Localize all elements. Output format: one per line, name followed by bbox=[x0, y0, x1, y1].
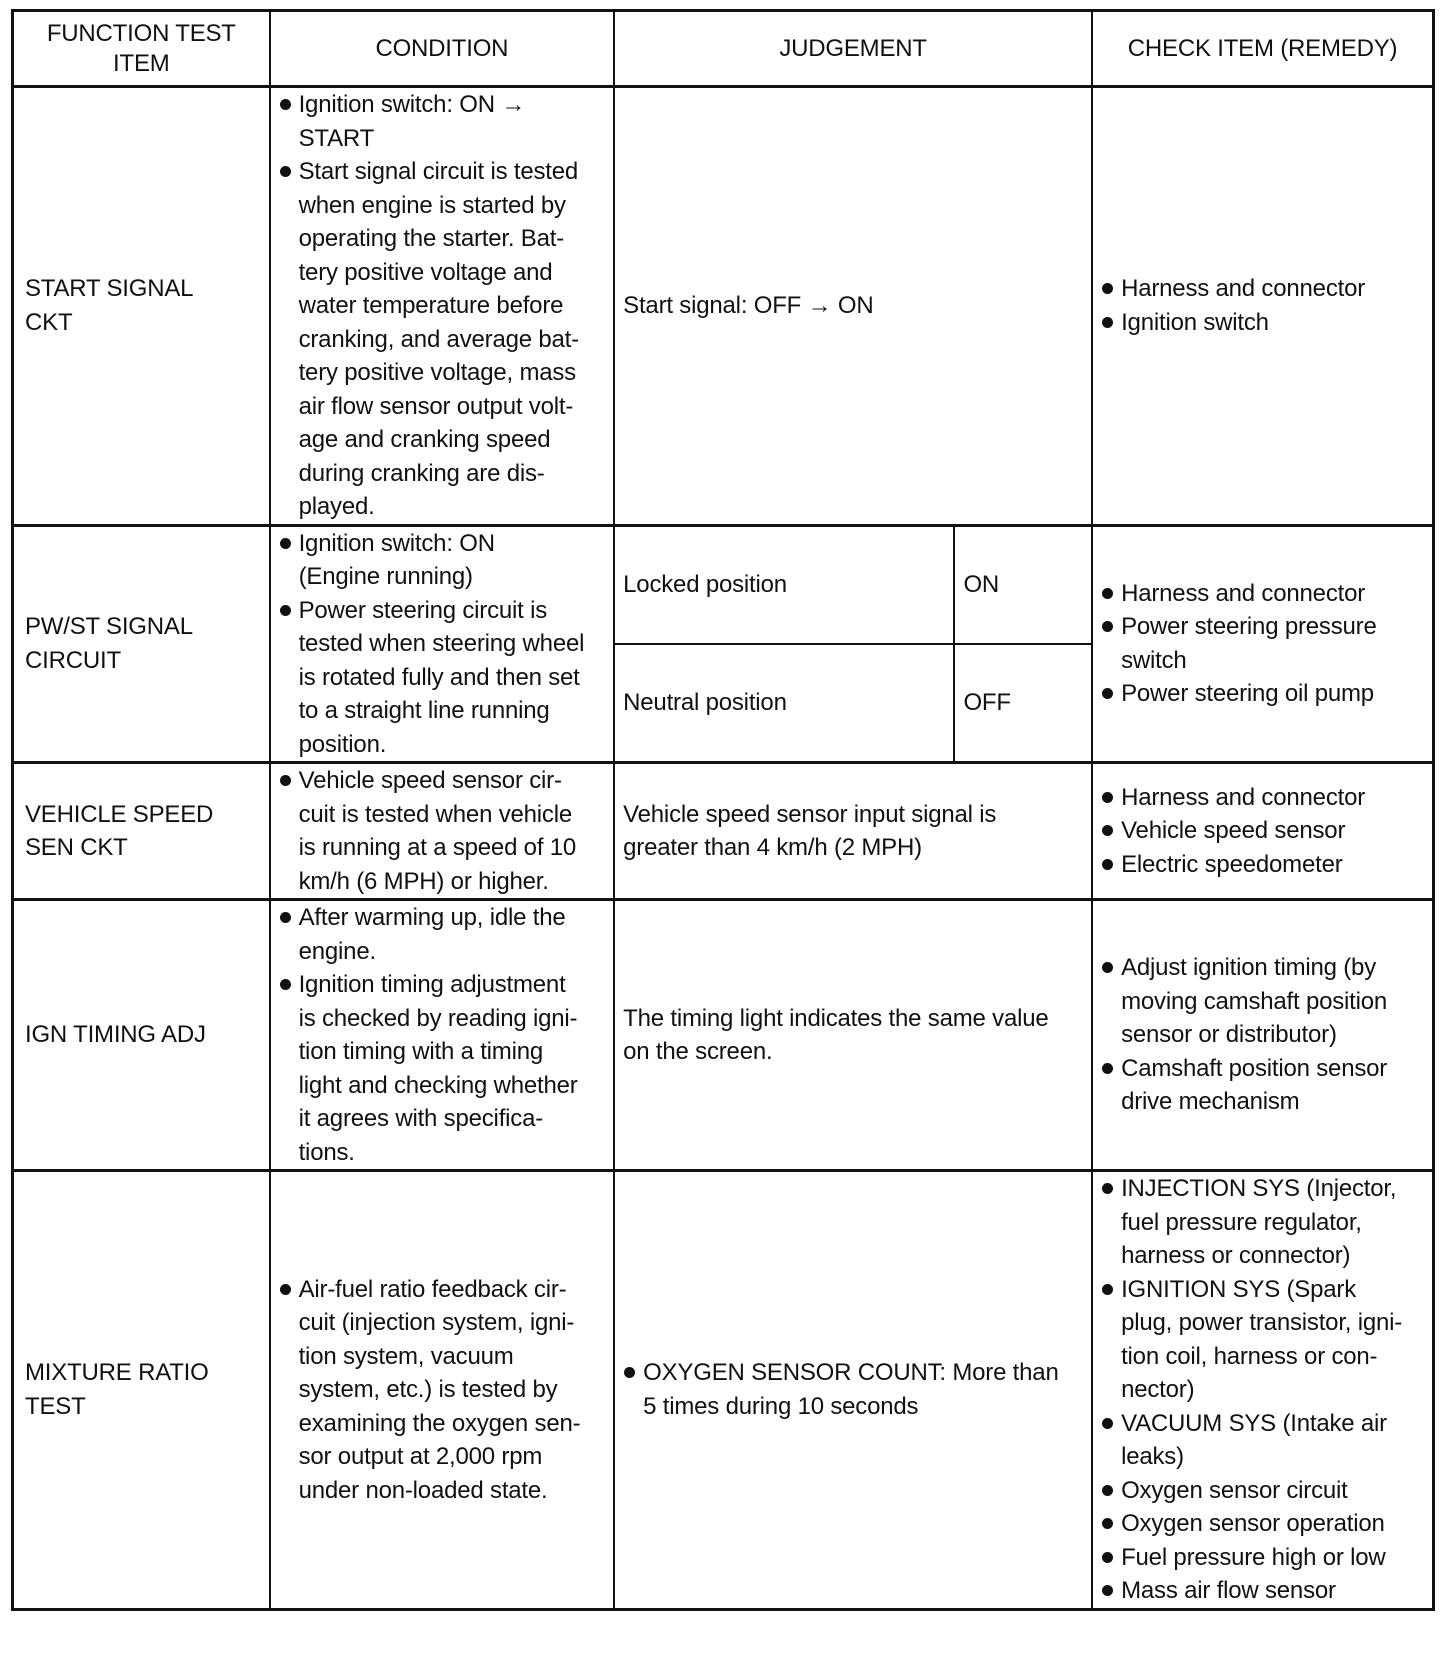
bullet-icon bbox=[1102, 688, 1113, 699]
check-item-list-item bbox=[1101, 814, 1428, 848]
check-item-list-item bbox=[1101, 577, 1428, 611]
condition-list-item bbox=[279, 901, 608, 968]
check-item-list-item bbox=[1101, 1574, 1428, 1608]
check-item-list-item bbox=[1101, 1541, 1428, 1575]
check-item-list-item bbox=[1101, 610, 1428, 677]
check-item-list-item bbox=[1101, 1507, 1428, 1541]
check-item-text: IGNITION SYS (Spark plug, power transistor, igni- tion coil, harness or con- nector) bbox=[1121, 1275, 1403, 1403]
condition-list-item bbox=[279, 527, 608, 594]
function-test-table bbox=[11, 9, 1435, 1611]
bullet-icon bbox=[1102, 1585, 1113, 1596]
condition-text: Power steering circuit is tested when steering wheel is rotated fully and then set to a straight line running position. bbox=[298, 596, 585, 758]
header-judgement bbox=[614, 11, 1092, 87]
bullet-icon bbox=[1102, 1418, 1113, 1429]
judgement-state-text: ON bbox=[963, 571, 1000, 599]
condition-list-item bbox=[279, 764, 608, 898]
function-test-item-label: MIXTURE RATIO TEST bbox=[25, 1359, 209, 1420]
bullet-icon bbox=[1102, 283, 1113, 294]
check-item-text: Power steering oil pump bbox=[1121, 680, 1374, 708]
function-test-item-cell bbox=[13, 1171, 270, 1610]
check-item-cell bbox=[1092, 525, 1433, 763]
table-row bbox=[13, 1171, 1434, 1610]
function-test-item-label: START SIGNAL CKT bbox=[25, 275, 194, 336]
check-item-list-item bbox=[1101, 1172, 1428, 1273]
header-function-test-item-label: FUNCTION TEST ITEM bbox=[46, 19, 236, 77]
bullet-icon bbox=[1102, 792, 1113, 803]
header-condition bbox=[270, 11, 615, 87]
condition-list-item bbox=[279, 968, 608, 1169]
check-item-list-item bbox=[1101, 1474, 1428, 1508]
check-item-text: Oxygen sensor operation bbox=[1121, 1510, 1385, 1537]
table-header-row bbox=[13, 11, 1434, 87]
check-item-text: Power steering pressure switch bbox=[1121, 613, 1377, 674]
check-item-text: Fuel pressure high or low bbox=[1121, 1543, 1386, 1571]
function-test-item-label: VEHICLE SPEED SEN CKT bbox=[25, 800, 214, 861]
condition-text: After warming up, idle the engine. bbox=[298, 904, 566, 965]
judgement-text: Vehicle speed sensor input signal is greater than 4 km/h (2 MPH) bbox=[623, 800, 997, 861]
check-item-text: Harness and connector bbox=[1121, 579, 1366, 607]
check-item-text: INJECTION SYS (Injector, fuel pressure regulator, harness or connector) bbox=[1121, 1175, 1397, 1269]
bullet-icon bbox=[280, 912, 291, 923]
judgement-text: OXYGEN SENSOR COUNT: More than 5 times during 10 seconds bbox=[643, 1359, 1059, 1420]
condition-list bbox=[279, 901, 608, 1169]
function-test-item-cell bbox=[13, 900, 270, 1171]
condition-text: Ignition timing adjustment is checked by reading igni- tion timing with a timing light and checking whether it agrees with specifica- tions. bbox=[298, 971, 578, 1166]
check-item-list-item bbox=[1101, 781, 1428, 815]
bullet-icon bbox=[1102, 1183, 1113, 1194]
check-item-list bbox=[1101, 577, 1428, 711]
header-function-test-item bbox=[13, 11, 270, 87]
judgement-text: The timing light indicates the same value on the screen. bbox=[623, 1004, 1049, 1065]
bullet-icon bbox=[1102, 1518, 1113, 1529]
bullet-icon bbox=[280, 979, 291, 990]
check-item-text: Camshaft position sensor drive mechanism bbox=[1121, 1054, 1388, 1116]
condition-list bbox=[279, 1273, 608, 1508]
bullet-icon bbox=[1102, 1485, 1113, 1496]
condition-list-item bbox=[279, 155, 608, 524]
check-item-text: Oxygen sensor circuit bbox=[1121, 1476, 1348, 1504]
check-item-cell bbox=[1092, 763, 1433, 900]
condition-list bbox=[279, 527, 608, 762]
bullet-icon bbox=[1102, 1284, 1113, 1295]
table-row bbox=[13, 525, 1434, 644]
judgement-state-cell bbox=[954, 644, 1092, 762]
bullet-icon bbox=[280, 99, 291, 110]
judgement-cell bbox=[614, 900, 1092, 1171]
function-test-item-label: IGN TIMING ADJ bbox=[25, 1021, 206, 1049]
condition-list-item bbox=[279, 88, 608, 155]
check-item-list-item bbox=[1101, 951, 1428, 1052]
check-item-list-item bbox=[1101, 1052, 1428, 1119]
check-item-cell bbox=[1092, 1171, 1433, 1610]
header-check-item-label: CHECK ITEM (REMEDY) bbox=[1127, 34, 1398, 62]
bullet-icon bbox=[1102, 859, 1113, 870]
bullet-icon bbox=[280, 775, 291, 786]
condition-text: Vehicle speed sensor cir- cuit is tested when vehicle is running at a speed of 10 km/h (6 MPH) or higher. bbox=[298, 767, 577, 895]
table-row bbox=[13, 87, 1434, 526]
check-item-cell bbox=[1092, 87, 1433, 526]
condition-cell bbox=[270, 900, 615, 1171]
check-item-text: Electric speedometer bbox=[1121, 850, 1343, 878]
condition-text: Ignition switch: ON → START bbox=[298, 91, 526, 152]
bullet-icon bbox=[624, 1367, 635, 1378]
check-item-list-item bbox=[1101, 272, 1428, 306]
check-item-text: Harness and connector bbox=[1121, 783, 1366, 811]
judgement-state-cell bbox=[954, 525, 1092, 644]
judgement-position-text: Locked position bbox=[623, 571, 787, 599]
condition-cell bbox=[270, 763, 615, 900]
function-test-item-label: PW/ST SIGNAL CIRCUIT bbox=[25, 613, 193, 674]
table-row bbox=[13, 763, 1434, 900]
bullet-icon bbox=[280, 166, 291, 177]
judgement-cell bbox=[614, 763, 1092, 900]
bullet-icon bbox=[1102, 1552, 1113, 1563]
bullet-icon bbox=[280, 1284, 291, 1295]
check-item-list-item bbox=[1101, 306, 1428, 340]
judgement-cell bbox=[614, 1171, 1092, 1610]
judgement-cell bbox=[614, 87, 1092, 526]
function-test-item-cell bbox=[13, 763, 270, 900]
bullet-icon bbox=[1102, 825, 1113, 836]
check-item-list-item bbox=[1101, 1273, 1428, 1407]
condition-cell bbox=[270, 525, 615, 763]
function-test-item-cell bbox=[13, 525, 270, 763]
check-item-text: Vehicle speed sensor bbox=[1121, 817, 1346, 845]
check-item-list bbox=[1101, 272, 1428, 339]
check-item-text: Ignition switch bbox=[1121, 308, 1269, 336]
bullet-icon bbox=[1102, 588, 1113, 599]
header-condition-label: CONDITION bbox=[375, 34, 509, 62]
condition-text: Start signal circuit is tested when engine is started by operating the starter. Bat- tery positive voltage and water temperature before cranking, and average bat- tery positive voltage, mass air flow sensor output volt- age and cranking speed during cranking are dis- played. bbox=[298, 158, 579, 520]
table-row bbox=[13, 900, 1434, 1171]
condition-list bbox=[279, 88, 608, 524]
check-item-list-item bbox=[1101, 677, 1428, 711]
check-item-text: Harness and connector bbox=[1121, 275, 1366, 303]
judgement-text: Start signal: OFF → ON bbox=[623, 292, 874, 319]
check-item-list bbox=[1101, 1172, 1428, 1608]
check-item-list-item bbox=[1101, 1407, 1428, 1474]
condition-text: Air-fuel ratio feedback cir- cuit (injection system, igni- tion system, vacuum system, etc.) is tested by examining the oxygen sen- sor output at 2,000 rpm under non-loaded state. bbox=[298, 1275, 581, 1504]
condition-text: Ignition switch: ON (Engine running) bbox=[298, 529, 495, 590]
judgement-position-text: Neutral position bbox=[623, 689, 787, 717]
bullet-icon bbox=[1102, 962, 1113, 973]
header-judgement-label: JUDGEMENT bbox=[779, 34, 927, 62]
bullet-icon bbox=[280, 605, 291, 616]
check-item-list-item bbox=[1101, 848, 1428, 882]
condition-list-item bbox=[279, 1273, 608, 1508]
function-test-item-cell bbox=[13, 87, 270, 526]
condition-cell bbox=[270, 1171, 615, 1610]
check-item-list bbox=[1101, 951, 1428, 1119]
check-item-text: Adjust ignition timing (by moving camshaft position sensor or distributor) bbox=[1121, 954, 1388, 1049]
condition-cell bbox=[270, 87, 615, 526]
bullet-icon bbox=[1102, 1063, 1113, 1074]
bullet-icon bbox=[280, 538, 291, 549]
judgement-list bbox=[623, 1356, 1083, 1423]
judgement-state-text: OFF bbox=[963, 689, 1011, 717]
bullet-icon bbox=[1102, 621, 1113, 632]
check-item-list bbox=[1101, 781, 1428, 882]
check-item-cell bbox=[1092, 900, 1433, 1171]
condition-list-item bbox=[279, 594, 608, 762]
header-check-item bbox=[1092, 11, 1433, 87]
condition-list bbox=[279, 764, 608, 898]
judgement-position-cell bbox=[614, 525, 954, 644]
check-item-text: VACUUM SYS (Intake air leaks) bbox=[1121, 1409, 1387, 1470]
judgement-list-item bbox=[623, 1356, 1083, 1423]
check-item-text: Mass air flow sensor bbox=[1121, 1577, 1336, 1604]
judgement-position-cell bbox=[614, 644, 954, 762]
bullet-icon bbox=[1102, 317, 1113, 328]
